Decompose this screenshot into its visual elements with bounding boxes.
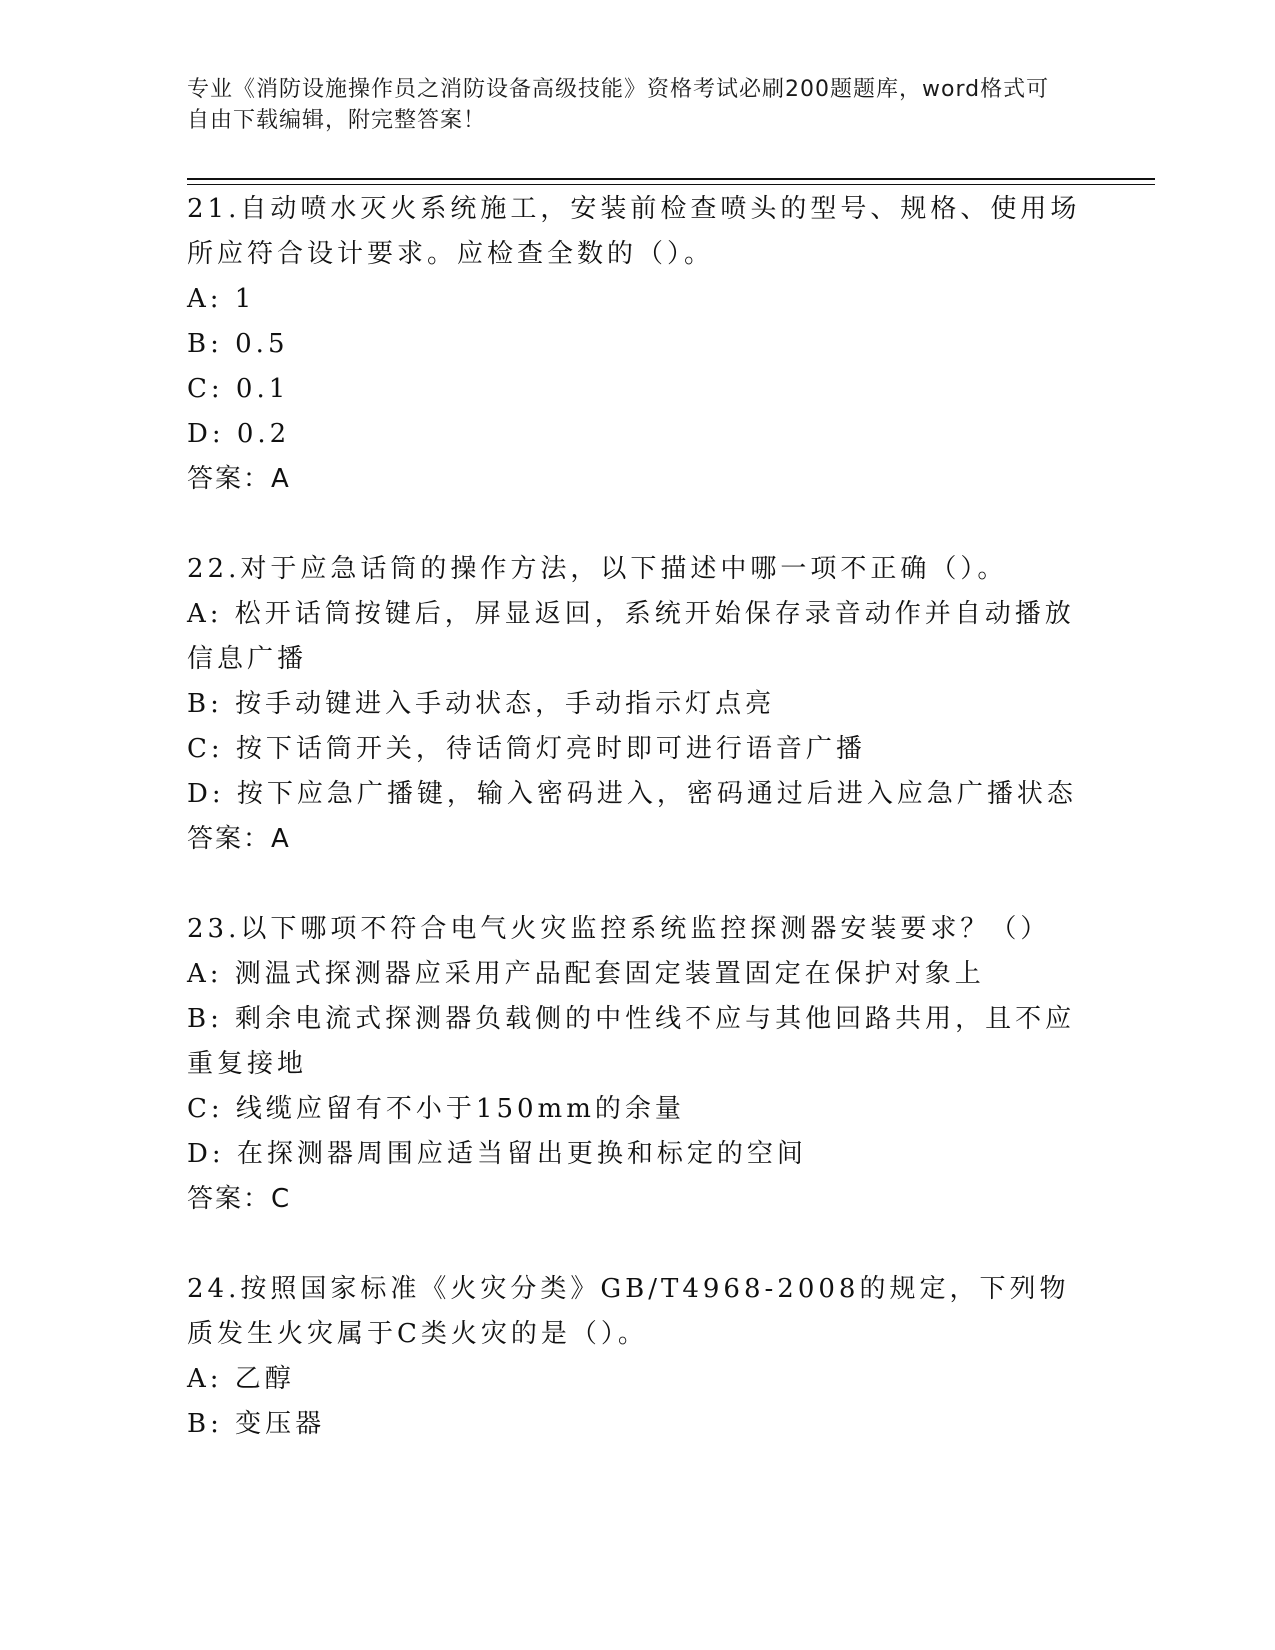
question-stem: 22.对于应急话筒的操作方法，以下描述中哪一项不正确（）。 xyxy=(187,554,1008,584)
question-stem: 24.按照国家标准《火灾分类》GB/T4968-2008的规定，下列物质发生火灾属于C类火灾的是（）。 xyxy=(187,1274,1070,1349)
option-b: B: 按手动键进入手动状态，手动指示灯点亮 xyxy=(187,689,776,719)
option-b: B: 0.5 xyxy=(187,329,289,359)
option-b: B: 剩余电流式探测器负载侧的中性线不应与其他回路共用，且不应重复接地 xyxy=(187,1004,1076,1079)
question-list xyxy=(187,187,1087,1492)
question-22 xyxy=(187,547,1087,862)
option-a: A: 1 xyxy=(187,284,256,314)
option-d: D: 0.2 xyxy=(187,419,291,449)
answer-line: 答案：A xyxy=(187,824,291,854)
option-b: B: 变压器 xyxy=(187,1409,326,1439)
question-24 xyxy=(187,1267,1087,1447)
option-c: C: 0.1 xyxy=(187,374,290,404)
header-divider-thin xyxy=(187,184,1155,185)
question-21 xyxy=(187,187,1087,502)
question-23 xyxy=(187,907,1087,1222)
option-d: D: 在探测器周围应适当留出更换和标定的空间 xyxy=(187,1139,807,1169)
option-a: A: 乙醇 xyxy=(187,1364,295,1394)
option-a: A: 松开话筒按键后，屏显返回，系统开始保存录音动作并自动播放信息广播 xyxy=(187,599,1075,674)
answer-line: 答案：A xyxy=(187,464,291,494)
document-header: 专业《消防设施操作员之消防设备高级技能》资格考试必刷200题题库，word格式可自由下载编辑，附完整答案！ xyxy=(187,77,1050,133)
answer-line: 答案：C xyxy=(187,1184,292,1214)
header-divider-thick xyxy=(187,178,1155,180)
question-stem: 23.以下哪项不符合电气火灾监控系统监控探测器安装要求？（） xyxy=(187,914,1051,944)
option-c: C: 线缆应留有不小于150mm的余量 xyxy=(187,1094,685,1124)
question-stem: 21.自动喷水灭火系统施工，安装前检查喷头的型号、规格、使用场所应符合设计要求。应检查全数的（）。 xyxy=(187,194,1081,269)
option-d: D: 按下应急广播键，输入密码进入，密码通过后进入应急广播状态 xyxy=(187,779,1077,809)
option-c: C: 按下话筒开关，待话筒灯亮时即可进行语音广播 xyxy=(187,734,866,764)
option-a: A: 测温式探测器应采用产品配套固定装置固定在保护对象上 xyxy=(187,959,985,989)
